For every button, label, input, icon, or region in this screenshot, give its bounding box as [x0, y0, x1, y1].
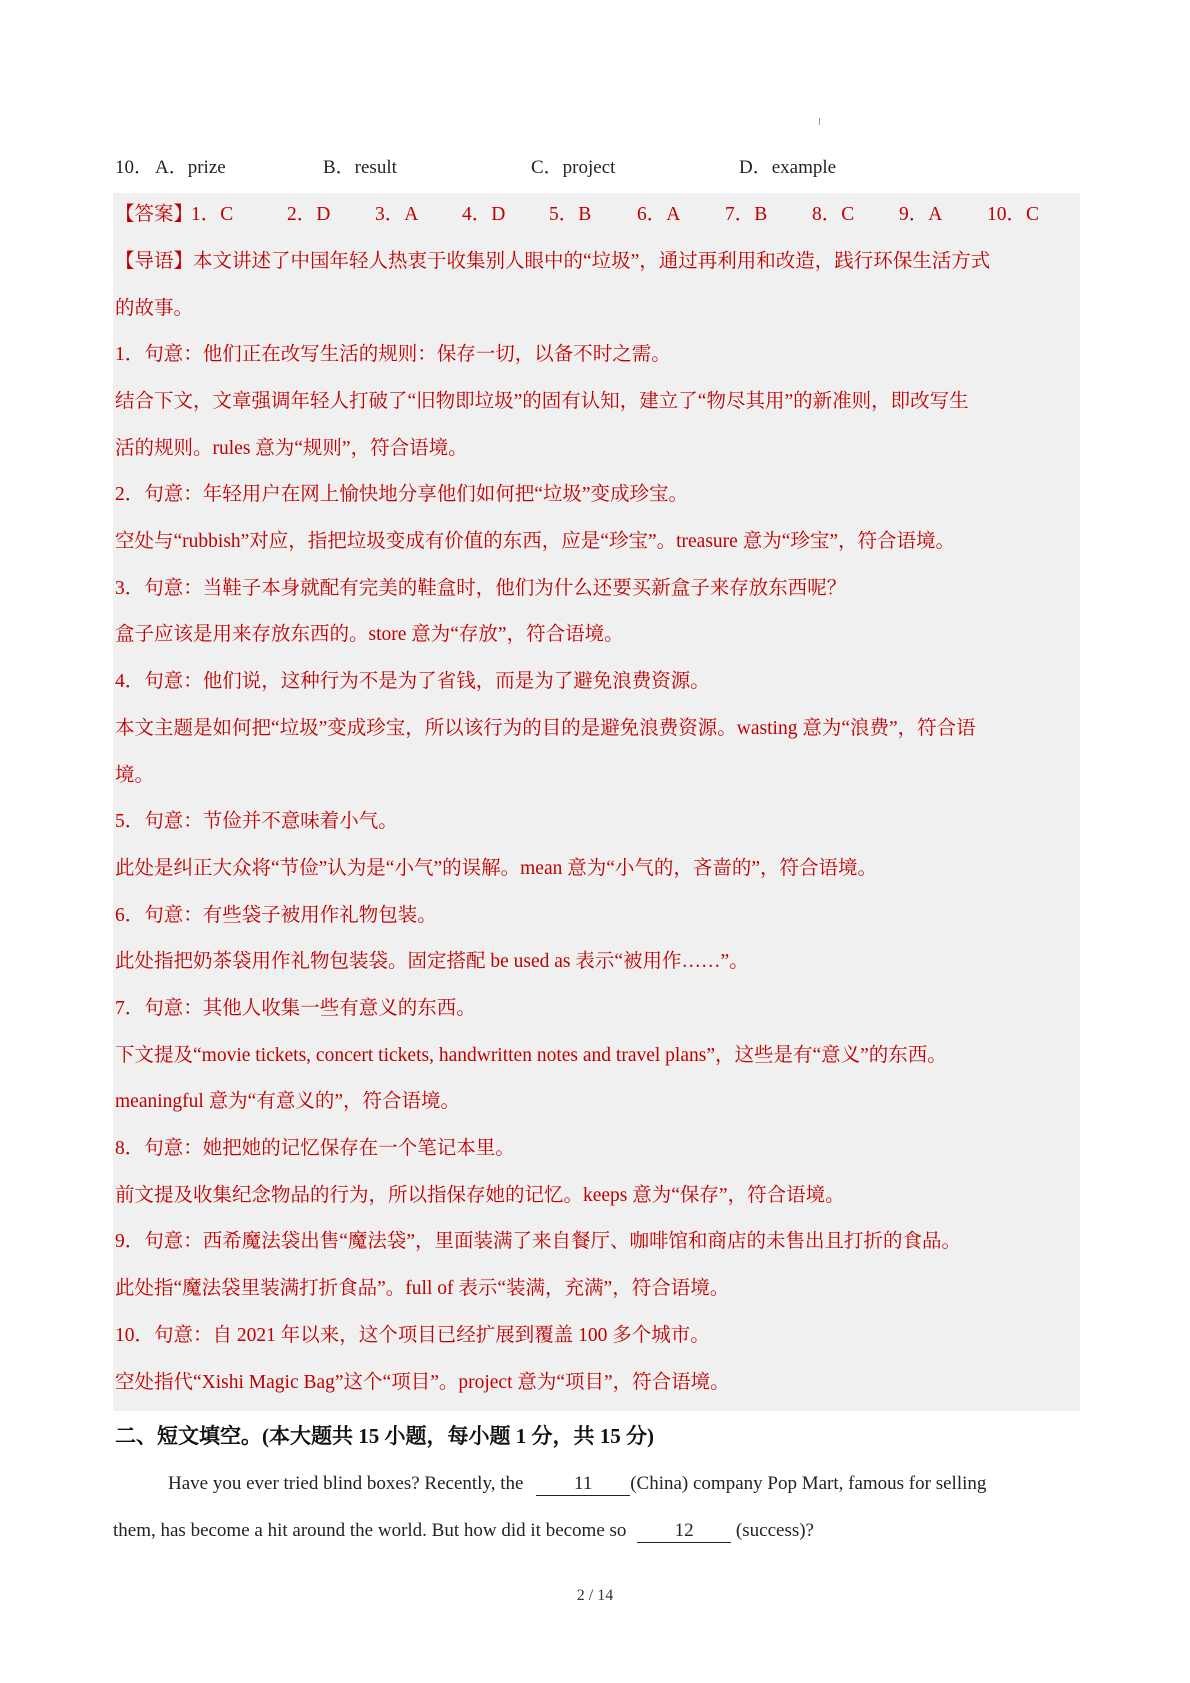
explanation-line: 结合下文，文章强调年轻人打破了“旧物即垃圾”的固有认知，建立了“物尽其用”的新准则，即改写生 — [115, 391, 969, 412]
page-number: 2 / 14 — [576, 1587, 614, 1604]
explanation-line: 9．句意：西希魔法袋出售“魔法袋”，里面装满了来自餐厅、咖啡馆和商店的未售出且打折的食品。 — [115, 1231, 962, 1252]
passage-text: them, has become a hit around the world. But how did it become so — [113, 1520, 632, 1541]
section-2-title: 二、短文填空。(本大题共 15 小题，每小题 1 分，共 15 分) — [115, 1424, 654, 1448]
explanation-line: 前文提及收集纪念物品的行为，所以指保存她的记忆。keeps 意为“保存”，符合语境。 — [115, 1185, 845, 1206]
explanation-line: 盒子应该是用来存放东西的。store 意为“存放”，符合语境。 — [115, 624, 624, 645]
passage-text: (success)? — [731, 1520, 814, 1541]
answer-item: 1．C — [191, 204, 234, 225]
option-c: C．project — [531, 157, 616, 178]
explanation-line: 本文主题是如何把“垃圾”变成珍宝，所以该行为的目的是避免浪费资源。wasting 意为“浪费”，符合语 — [115, 718, 976, 739]
explanation-line: 境。 — [115, 765, 155, 786]
passage-line-1 — [168, 1469, 986, 1499]
explanation-line: 8．句意：她把她的记忆保存在一个笔记本里。 — [115, 1138, 515, 1159]
explanation-line: 活的规则。rules 意为“规则”，符合语境。 — [115, 438, 468, 459]
answer-item: 9．A — [899, 204, 943, 225]
option-b: B．result — [323, 157, 397, 178]
explanation-line: 3．句意：当鞋子本身就配有完美的鞋盒时，他们为什么还要买新盒子来存放东西呢？ — [115, 578, 847, 599]
explanation-line: 7．句意：其他人收集一些有意义的东西。 — [115, 998, 476, 1019]
answer-item: 3．A — [375, 204, 419, 225]
explanation-line: 下文提及“movie tickets, concert tickets, handwritten notes and travel plans”，这些是有“意义”的东西。 — [115, 1045, 947, 1066]
option-a: A．prize — [155, 157, 226, 178]
header-mark — [819, 118, 820, 125]
answer-item: 10．C — [987, 204, 1040, 225]
option-d: D．example — [739, 157, 837, 178]
question-number: 10． — [115, 157, 154, 178]
explanation-line: 6．句意：有些袋子被用作礼物包装。 — [115, 905, 437, 926]
explanation-line: 【导语】本文讲述了中国年轻人热衷于收集别人眼中的“垃圾”，通过再利用和改造，践行环保生活方式 — [115, 251, 991, 272]
explanation-line: 空处指代“Xishi Magic Bag”这个“项目”。project 意为“项目”，符合语境。 — [115, 1372, 730, 1393]
passage-line-2 — [113, 1516, 814, 1546]
answer-item: 4．D — [462, 204, 506, 225]
answer-item: 7．B — [725, 204, 768, 225]
answer-item: 6．A — [637, 204, 681, 225]
explanation-line: 5．句意：节俭并不意味着小气。 — [115, 811, 398, 832]
explanation-line: 2．句意：年轻用户在网上愉快地分享他们如何把“垃圾”变成珍宝。 — [115, 484, 689, 505]
explanation-line: 1．句意：他们正在改写生活的规则：保存一切，以备不时之需。 — [115, 344, 671, 365]
answer-item: 5．B — [549, 204, 592, 225]
explanation-line: 的故事。 — [115, 298, 194, 319]
explanation-line: meaningful 意为“有意义的”，符合语境。 — [115, 1091, 460, 1112]
explanation-line: 空处与“rubbish”对应，指把垃圾变成有价值的东西，应是“珍宝”。treasure 意为“珍宝”，符合语境。 — [115, 531, 956, 552]
answer-item: 8．C — [812, 204, 855, 225]
explanation-line: 此处指把奶茶袋用作礼物包装袋。固定搭配 be used as 表示“被用作……”。 — [115, 951, 749, 972]
question-10-options — [115, 153, 1075, 183]
blank-11[interactable]: 11 — [536, 1473, 630, 1496]
explanation-line: 此处指“魔法袋里装满打折食品”。full of 表示“装满，充满”，符合语境。 — [115, 1278, 730, 1299]
blank-12[interactable]: 12 — [637, 1520, 731, 1543]
answer-key-row — [115, 202, 1075, 228]
answer-label: 【答案】 — [115, 204, 194, 225]
passage-text: Have you ever tried blind boxes? Recently, the — [168, 1473, 529, 1494]
explanation-line: 10．句意：自 2021 年以来，这个项目已经扩展到覆盖 100 多个城市。 — [115, 1325, 710, 1346]
answer-explanation-box — [113, 193, 1080, 1411]
answer-item: 2．D — [287, 204, 331, 225]
explanation-line: 4．句意：他们说，这种行为不是为了省钱，而是为了避免浪费资源。 — [115, 671, 710, 692]
explanation-line: 此处是纠正大众将“节俭”认为是“小气”的误解。mean 意为“小气的，吝啬的”，符合语境。 — [115, 858, 878, 879]
passage-text: (China) company Pop Mart, famous for selling — [630, 1473, 987, 1494]
